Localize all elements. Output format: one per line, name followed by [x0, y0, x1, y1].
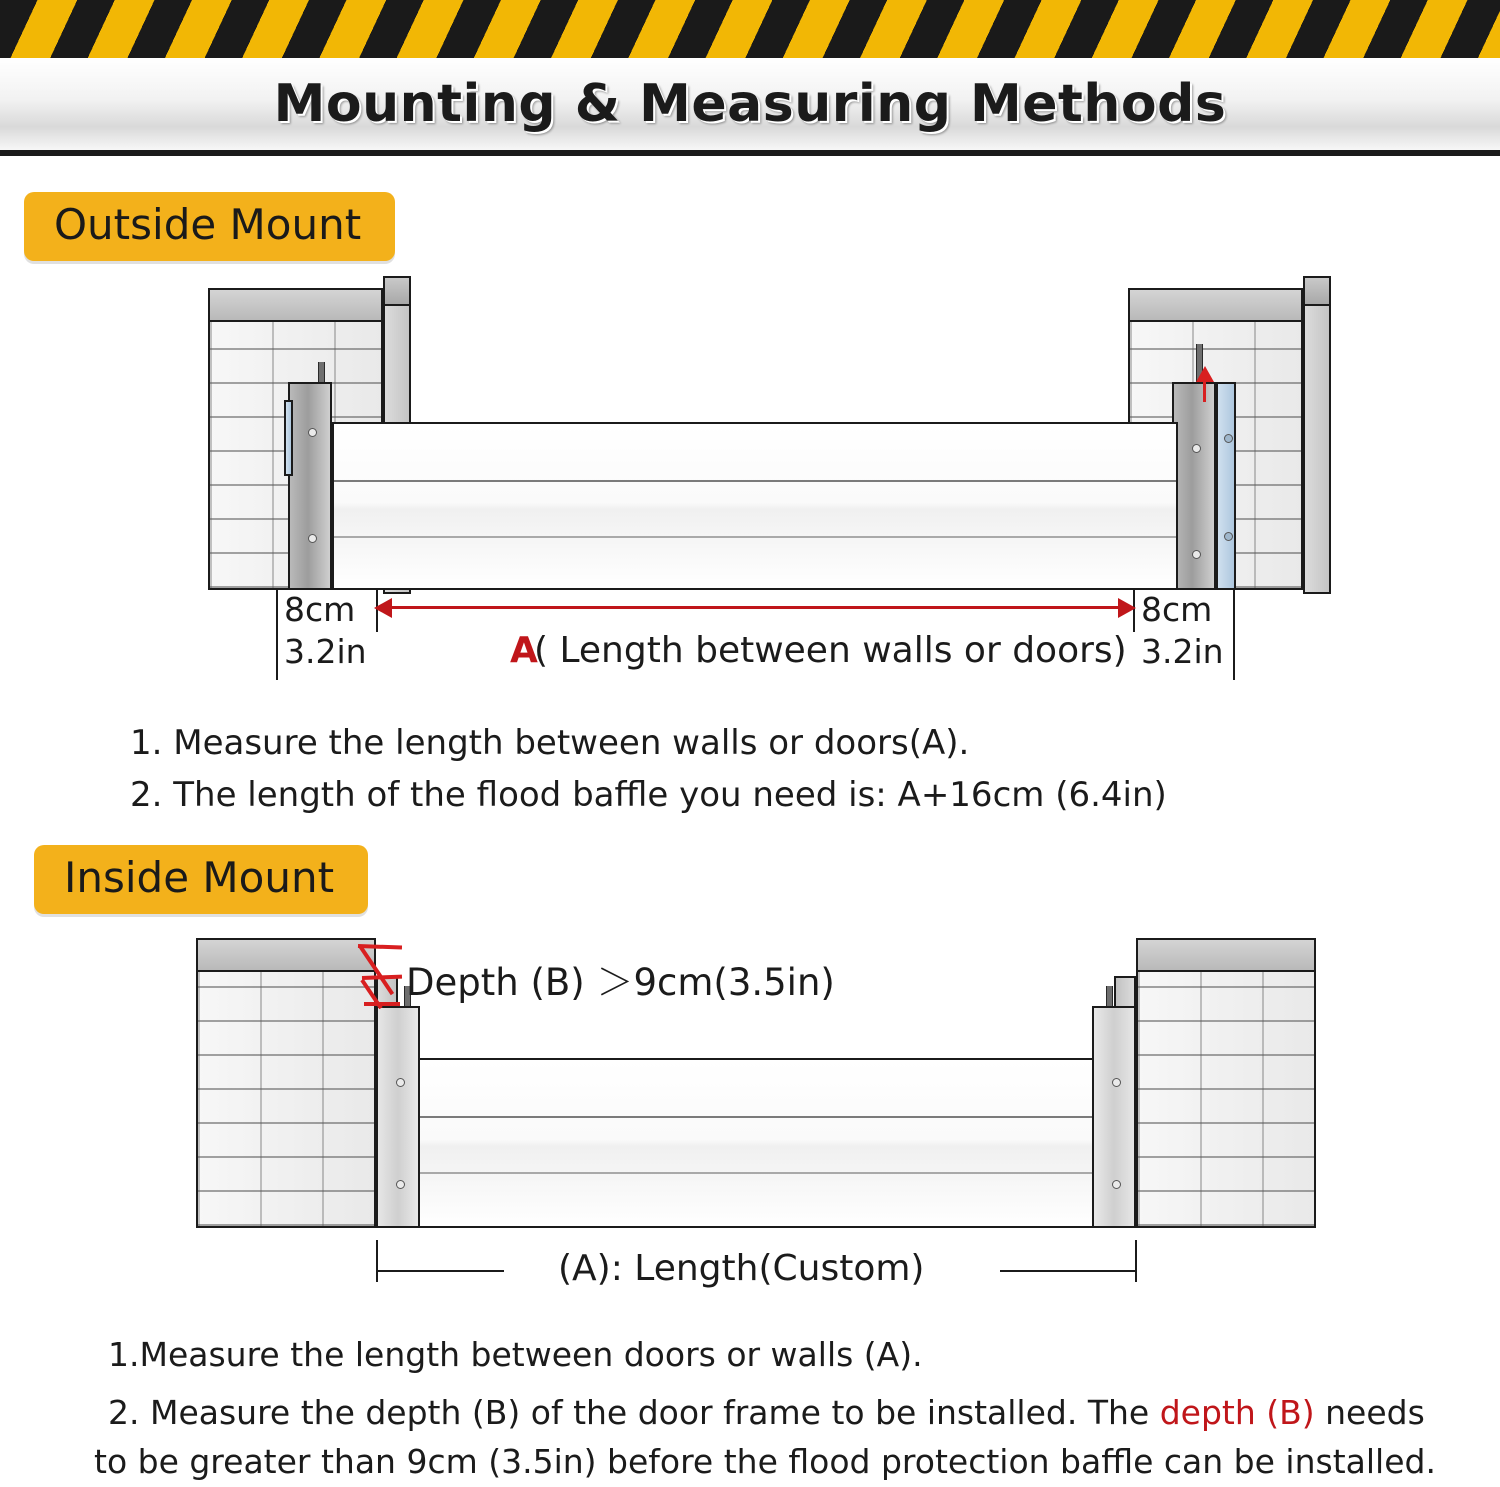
- mount-bracket-left: [288, 382, 332, 590]
- screw-icon: [1192, 444, 1201, 453]
- brick-wall-top-right: [1128, 288, 1303, 322]
- brick-wall-right: [1136, 970, 1316, 1228]
- flood-baffle-panel: [418, 1058, 1094, 1228]
- mount-bracket-right: [1092, 1006, 1136, 1228]
- brick-wall-right-side: [1303, 304, 1331, 594]
- banner-title-bar: [0, 58, 1500, 156]
- left-margin-cm: 8cm: [284, 590, 356, 629]
- brick-wall-top-right: [1136, 938, 1316, 972]
- panel-seam: [334, 480, 1176, 482]
- arrow-left-icon: [374, 598, 392, 618]
- page-title: Mounting & Measuring Methods: [273, 74, 1227, 134]
- brick-wall-top-left: [196, 938, 376, 972]
- panel-seam: [420, 1116, 1092, 1118]
- right-margin-in: 3.2in: [1141, 632, 1224, 671]
- right-margin-cm: 8cm: [1141, 590, 1213, 629]
- brick-wall-left: [196, 970, 376, 1228]
- inside-step-2-line2: to be greater than 9cm (3.5in) before the flood protection baffle can be installed.: [94, 1442, 1436, 1481]
- inside-step-2-highlight: depth (B): [1159, 1392, 1315, 1432]
- span-dimension-line: [388, 606, 1124, 609]
- left-margin-in: 3.2in: [284, 632, 367, 671]
- section-label-outside-mount: Outside Mount: [24, 192, 395, 261]
- arrow-right-icon: [1118, 598, 1136, 618]
- page-banner: [0, 0, 1500, 160]
- brick-wall-top-left-edge: [383, 276, 411, 306]
- screw-icon: [308, 428, 317, 437]
- screw-icon: [1192, 550, 1201, 559]
- outside-mount-steps: [130, 718, 1167, 821]
- depth-requirement-note: Depth (B) ＞9cm(3.5in): [406, 961, 835, 1004]
- outside-mount-dimensions: [0, 580, 1500, 690]
- dimension-tick: [1135, 1240, 1137, 1282]
- screw-icon: [1224, 532, 1233, 541]
- screw-icon: [1224, 434, 1233, 443]
- panel-seam: [334, 536, 1176, 538]
- span-label-inside: (A): Length(Custom): [558, 1248, 925, 1289]
- span-label-outside: ( Length between walls or doors): [534, 630, 1127, 671]
- span-marker-A: A: [510, 630, 538, 671]
- outside-step-2: 2. The length of the flood baffle you need is: A+16cm (6.4in): [130, 774, 1167, 815]
- inside-step-2-part-b: needs: [1314, 1392, 1425, 1432]
- screw-icon: [1112, 1078, 1121, 1087]
- panel-seam: [420, 1172, 1092, 1174]
- inside-mount-dimensions: [0, 1240, 1500, 1310]
- gasket-right: [1216, 382, 1236, 590]
- inside-step-2: [108, 1388, 1438, 1438]
- screw-icon: [308, 534, 317, 543]
- brick-wall-top-left: [208, 288, 383, 322]
- depth-marker-icon: [358, 942, 408, 1008]
- span-dimension-line-right: [1000, 1270, 1136, 1272]
- inside-step-2-part-a: 2. Measure the depth (B) of the door frame to be installed. The: [108, 1392, 1160, 1432]
- hazard-stripe-icon: [0, 0, 1500, 61]
- outside-step-1: 1. Measure the length between walls or doors(A).: [130, 723, 970, 763]
- span-dimension-line-left: [376, 1270, 504, 1272]
- mount-bracket-left: [376, 1006, 420, 1228]
- dimension-tick: [376, 1240, 378, 1282]
- section-label-inside-mount: Inside Mount: [34, 845, 368, 914]
- inside-mount-steps: [94, 1330, 1438, 1487]
- gasket-left: [284, 400, 293, 476]
- inside-step-1: 1.Measure the length between doors or walls (A).: [108, 1335, 923, 1374]
- dimension-tick: [276, 588, 278, 680]
- screw-icon: [396, 1180, 405, 1189]
- screw-icon: [1112, 1180, 1121, 1189]
- screw-icon: [396, 1078, 405, 1087]
- flood-baffle-panel: [332, 422, 1178, 590]
- mount-bracket-right: [1172, 382, 1216, 590]
- install-direction-arrow-shaft: [1203, 380, 1206, 402]
- dimension-tick: [1233, 588, 1235, 680]
- brick-wall-top-right-edge: [1303, 276, 1331, 306]
